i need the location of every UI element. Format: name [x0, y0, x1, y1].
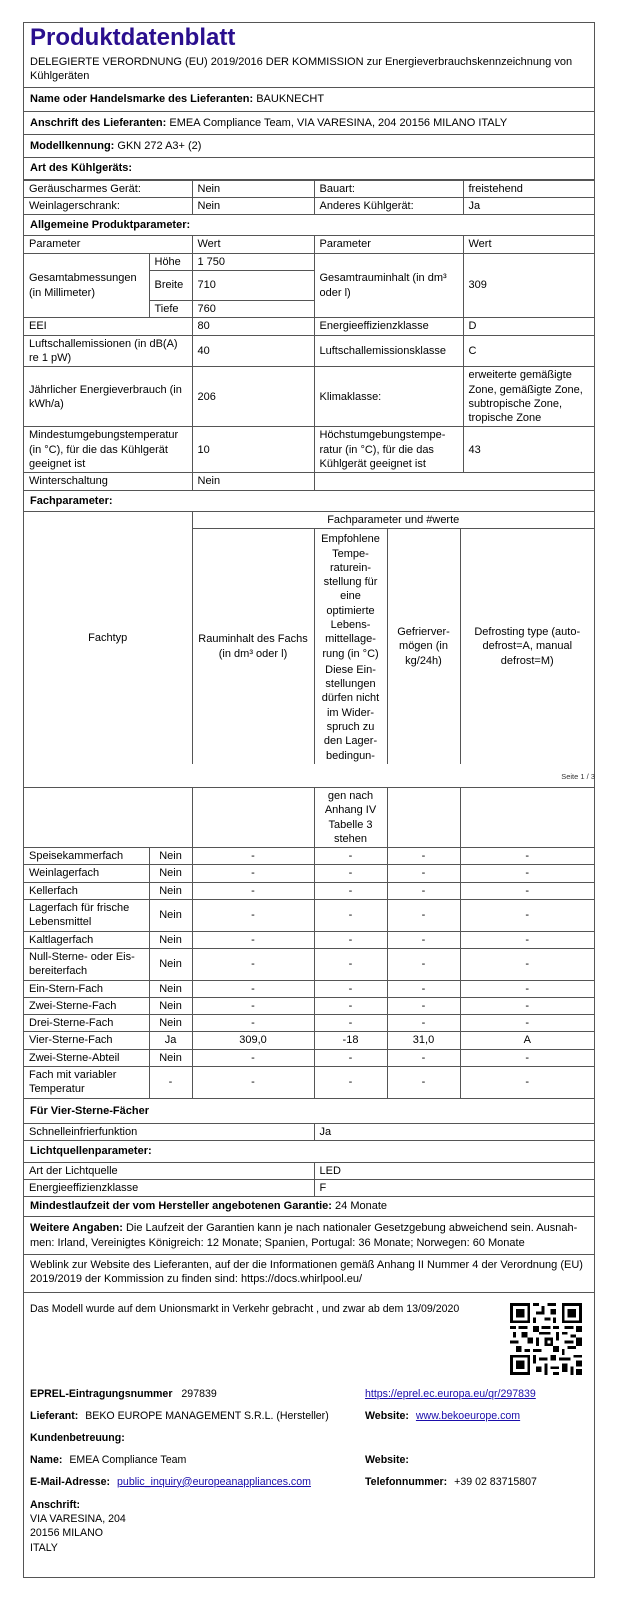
compartment-defrost-header: Defrosting type (auto-defrost=A, manual defrost=M) [460, 529, 594, 764]
compartment-volume: - [192, 1049, 314, 1066]
compartment-name: Speisekammerfach [24, 848, 149, 865]
support-address [30, 1498, 126, 1555]
compartment-row [24, 948, 594, 980]
compartment-temp: - [314, 997, 387, 1014]
support-phone-label: Telefonnummer: [365, 1475, 448, 1488]
other-label: Anderes Kühlgerät: [314, 197, 463, 214]
table-row [24, 788, 594, 848]
temp-header-continued: gen nach Anhang IV Tabelle 3 stehen [314, 788, 387, 848]
empty-cell [387, 788, 460, 848]
empty-cell [460, 788, 594, 848]
empty-cell [314, 473, 594, 490]
temp-header-part-b: Diese Einstellungen dürfen nicht im Widerspruch zu den Lagerbedingun- [321, 663, 380, 762]
compartment-present: Nein [149, 882, 192, 899]
compartment-temp-header [314, 529, 387, 764]
warranty-value: 24 Monate [335, 1200, 388, 1213]
compartment-freeze: - [387, 1049, 460, 1066]
height-label: Höhe [149, 253, 192, 270]
compartment-freeze: - [387, 931, 460, 948]
compartment-name: Drei-Sterne-Fach [24, 1015, 149, 1032]
compartment-name: Zwei-Sterne-Abteil [24, 1049, 149, 1066]
market-text: Das Modell wurde auf dem Unionsmarkt in Verkehr gebracht , und zwar ab dem 13/09/2020 [30, 1302, 460, 1315]
winter-label: Winterschaltung [24, 473, 192, 490]
compartment-defrost: - [460, 948, 594, 980]
support-name-value: EMEA Compliance Team [69, 1453, 187, 1466]
design-value: freistehend [463, 180, 594, 197]
light-class-value: F [314, 1179, 594, 1196]
address-value: EMEA Compliance Team, VIA VARESINA, 204 20156 MILANO ITALY [169, 116, 508, 129]
depth-value: 760 [192, 301, 314, 318]
table-row [24, 473, 594, 490]
compartment-name: Weinlagerfach [24, 865, 149, 882]
support-email-row [30, 1476, 311, 1490]
further-info-row [24, 1217, 594, 1255]
table-row [24, 367, 594, 427]
compartment-row [24, 1067, 594, 1099]
compartment-freeze: - [387, 848, 460, 865]
compartment-volume: - [192, 848, 314, 865]
table-row [24, 335, 594, 367]
compartment-present: Nein [149, 997, 192, 1014]
max-temp-value: 43 [463, 427, 594, 473]
compartment-defrost: - [460, 1049, 594, 1066]
compartment-volume-header: Rauminhalt des Fachs (in dm³ oder l) [192, 529, 314, 764]
table-row [24, 427, 594, 473]
compartment-freeze: - [387, 980, 460, 997]
lieferant-label: Lieferant: [30, 1409, 79, 1422]
energy-class-value: D [463, 318, 594, 335]
four-star-heading: Für Vier-Sterne-Fächer [24, 1099, 594, 1124]
compartment-volume: - [192, 948, 314, 980]
compartment-row [24, 997, 594, 1014]
max-temp-label: Höchstumgebungstemperatur (in °C), für die das Kühlgerät geeignet ist [314, 427, 463, 473]
lieferant-row [30, 1410, 329, 1424]
compartment-freeze: 31,0 [387, 1032, 460, 1049]
compartment-volume: - [192, 997, 314, 1014]
compartment-row [24, 1049, 594, 1066]
compartment-group-header: Fachparameter und #werte [192, 512, 594, 529]
compartment-present: Nein [149, 948, 192, 980]
support-address-line: ITALY [30, 1541, 58, 1554]
eprel-link[interactable]: https://eprel.ec.europa.eu/qr/297839 [365, 1387, 536, 1400]
compartment-freeze: - [387, 900, 460, 932]
lieferant-web-label: Website: [365, 1409, 409, 1422]
value-header: Wert [463, 236, 594, 253]
compartment-present: Nein [149, 1015, 192, 1032]
empty-cell [192, 788, 314, 848]
page-title: Produktdatenblatt [30, 24, 236, 51]
empty-cell [24, 788, 192, 848]
support-name-row [30, 1454, 186, 1468]
table-row [24, 512, 594, 529]
design-label: Bauart: [314, 180, 463, 197]
supplier-value: BAUKNECHT [256, 93, 325, 106]
winter-value: Nein [192, 473, 314, 490]
compartment-name: Null-Sterne- oder Eisbereiterfach [24, 948, 149, 980]
compartment-name: Kellerfach [24, 882, 149, 899]
light-class-label: Energieeffizienzklasse [24, 1179, 314, 1196]
type-heading: Art des Kühlgeräts: [24, 158, 594, 179]
compartment-present: Ja [149, 1032, 192, 1049]
compartment-temp: - [314, 931, 387, 948]
table-row [24, 1124, 594, 1141]
compartment-row [24, 1032, 594, 1049]
support-address-line: VIA VARESINA, 204 [30, 1512, 126, 1525]
compartment-defrost: - [460, 848, 594, 865]
eei-label: EEI [24, 318, 192, 335]
volume-value: 309 [463, 253, 594, 318]
noise-label: Luftschallemissionen (in dB(A) re 1 pW) [24, 335, 192, 367]
compartment-table [24, 788, 594, 1099]
compartment-defrost: - [460, 1067, 594, 1099]
compartment-name: Vier-Sterne-Fach [24, 1032, 149, 1049]
min-temp-label: Mindestumgebungstemperatur (in °C), für die das Kühlgerät geeignet ist [24, 427, 192, 473]
support-heading: Kundenbetreuung: [30, 1431, 125, 1444]
compartment-present: Nein [149, 900, 192, 932]
table-row [24, 318, 594, 335]
warranty-row [24, 1197, 594, 1217]
compartment-heading: Fachparameter: [24, 491, 594, 512]
compartment-defrost: - [460, 882, 594, 899]
compartment-defrost: - [460, 1015, 594, 1032]
page-two [23, 787, 595, 1578]
compartment-name: Lagerfach für frische Lebensmittel [24, 900, 149, 932]
noise-value: 40 [192, 335, 314, 367]
compartment-defrost: - [460, 865, 594, 882]
support-name-label: Name: [30, 1453, 63, 1466]
compartment-temp: - [314, 900, 387, 932]
table-row [24, 1179, 594, 1196]
compartment-temp: - [314, 1067, 387, 1099]
compartment-freeze: - [387, 865, 460, 882]
table-row [24, 253, 594, 270]
eprel-label: EPREL-Eintragungsnummer [30, 1387, 173, 1400]
wine-value: Nein [192, 197, 314, 214]
support-address-label: Anschrift: [30, 1498, 81, 1511]
compartment-freeze: - [387, 997, 460, 1014]
compartment-freeze: - [387, 1015, 460, 1032]
compartment-volume: - [192, 1015, 314, 1032]
compartment-present: Nein [149, 865, 192, 882]
compartment-name: Fach mit variabler Temperatur [24, 1067, 149, 1099]
compartment-row [24, 1015, 594, 1032]
support-email-label: E-Mail-Adresse: [30, 1475, 111, 1488]
compartment-defrost: A [460, 1032, 594, 1049]
compartment-defrost: - [460, 900, 594, 932]
width-label: Breite [149, 271, 192, 301]
compartment-present: - [149, 1067, 192, 1099]
width-value: 710 [192, 271, 314, 301]
other-value: Ja [463, 197, 594, 214]
type-table [24, 180, 594, 216]
further-info-label: Weitere Angaben: [30, 1222, 123, 1235]
further-info-value: Die Laufzeit der Garantien kann je nach nationaler Gesetzgebung abweichend sein. Ausnahmen: Irland, Vereinigtes Königreich: 12 Monate; Spanien, Portugal: 36 Monate; Norwegen: 60 Monate [30, 1222, 578, 1249]
compartment-volume: - [192, 882, 314, 899]
compartment-defrost: - [460, 997, 594, 1014]
warranty-label: Mindestlaufzeit der vom Hersteller angebotenen Garantie: [30, 1200, 332, 1213]
depth-label: Tiefe [149, 301, 192, 318]
page-one [23, 22, 595, 787]
table-row [24, 197, 594, 214]
compartment-freeze: - [387, 882, 460, 899]
support-web-label: Website: [365, 1453, 409, 1466]
table-row [24, 180, 594, 197]
compartment-present: Nein [149, 931, 192, 948]
compartment-temp: -18 [314, 1032, 387, 1049]
compartment-volume: - [192, 865, 314, 882]
general-heading: Allgemeine Produktparameter: [24, 215, 594, 236]
table-row [24, 236, 594, 253]
compartment-volume: - [192, 931, 314, 948]
compartment-name: Zwei-Sterne-Fach [24, 997, 149, 1014]
support-address-line: 20156 MILANO [30, 1527, 104, 1540]
compartment-defrost: - [460, 980, 594, 997]
annual-energy-label: Jährlicher Energieverbrauch (in kWh/a) [24, 367, 192, 427]
compartment-name: Ein-Stern-Fach [24, 980, 149, 997]
page-footer: Seite 1 / 3 [561, 772, 595, 781]
quiet-label: Geräuscharmes Gerät: [24, 180, 192, 197]
regulation-intro: DELEGIERTE VERORDNUNG (EU) 2019/2016 DER KOMMISSION zur Energieverbrauchskennzeichnung von Kühlgeräten [24, 53, 594, 89]
supplier-label: Name oder Handelsmarke des Lieferanten: [30, 93, 254, 106]
compartment-present: Nein [149, 848, 192, 865]
compartment-temp: - [314, 865, 387, 882]
compartment-freeze: - [387, 1067, 460, 1099]
model-label: Modellkennung: [30, 139, 115, 152]
noise-class-value: C [463, 335, 594, 367]
compartment-defrost: - [460, 931, 594, 948]
address-label: Anschrift des Lieferanten: [30, 116, 167, 129]
compartment-present: Nein [149, 1049, 192, 1066]
min-temp-value: 10 [192, 427, 314, 473]
model-row [24, 135, 594, 158]
compartment-volume: - [192, 1067, 314, 1099]
lieferant-web-row [365, 1410, 520, 1424]
compartment-row [24, 882, 594, 899]
supplier-row [24, 88, 594, 111]
compartment-volume: - [192, 980, 314, 997]
light-heading: Lichtquellenparameter: [24, 1141, 594, 1162]
light-type-label: Art der Lichtquelle [24, 1163, 314, 1180]
annual-energy-value: 206 [192, 367, 314, 427]
param-header: Parameter [24, 236, 192, 253]
climate-label: Klimaklasse: [314, 367, 463, 427]
compartment-freeze: - [387, 948, 460, 980]
light-table [24, 1163, 594, 1198]
noise-class-label: Luftschallemissionsklasse [314, 335, 463, 367]
wine-label: Weinlagerschrank: [24, 197, 192, 214]
quiet-value: Nein [192, 180, 314, 197]
eprel-value: 297839 [181, 1387, 217, 1400]
value-header: Wert [192, 236, 314, 253]
quickfreeze-label: Schnelleinfrierfunktion [24, 1124, 314, 1141]
compartment-volume: 309,0 [192, 1032, 314, 1049]
compartment-temp: - [314, 980, 387, 997]
compartment-volume: - [192, 900, 314, 932]
compartment-row [24, 980, 594, 997]
support-email-link[interactable]: public_inquiry@europeanappliances.com [117, 1475, 311, 1488]
eei-value: 80 [192, 318, 314, 335]
support-phone-value: +39 02 83715807 [454, 1475, 537, 1488]
weblink-row: Weblink zur Website des Lieferanten, auf der die Informationen gemäß Anhang II Nummer 4 der Verordnung (EU) 2019/2019 der Kommission zu finden sind: https://docs.whirlpool.eu/ [24, 1255, 594, 1293]
qr-code-icon [510, 1303, 582, 1375]
quickfreeze-table [24, 1124, 594, 1141]
compartment-temp: - [314, 1049, 387, 1066]
compartment-name: Kaltlagerfach [24, 931, 149, 948]
compartment-temp: - [314, 882, 387, 899]
model-value: GKN 272 A3+ (2) [117, 139, 202, 152]
compartment-row [24, 865, 594, 882]
compartment-temp: - [314, 1015, 387, 1032]
light-type-value: LED [314, 1163, 594, 1180]
table-row [24, 1163, 594, 1180]
compartment-freeze-header: Gefriervermögen (in kg/24h) [387, 529, 460, 764]
compartment-temp: - [314, 948, 387, 980]
address-row [24, 112, 594, 135]
lieferant-web-link[interactable]: www.bekoeurope.com [415, 1409, 521, 1422]
compartment-present: Nein [149, 980, 192, 997]
climate-value: erweiterte gemäßigte Zone, gemäßigte Zone, subtropische Zone, tropische Zone [463, 367, 594, 427]
lieferant-value: BEKO EUROPE MANAGEMENT S.R.L. (Hersteller) [85, 1409, 329, 1422]
quickfreeze-value: Ja [314, 1124, 594, 1141]
dimensions-label: Gesamtabmessungen (in Millimeter) [24, 253, 149, 318]
compartment-row [24, 900, 594, 932]
temp-header-part-a: Empfohlene Temperatureinstellung für eine optimierte Lebensmittellagerung (in °C) [321, 533, 380, 660]
compartment-header-table [24, 512, 594, 764]
height-value: 1 750 [192, 253, 314, 270]
lower-section [24, 1293, 594, 1563]
volume-label: Gesamtrauminhalt (in dm³ oder l) [314, 253, 463, 318]
compartment-row [24, 848, 594, 865]
support-phone-row [365, 1476, 537, 1490]
param-header: Parameter [314, 236, 463, 253]
energy-class-label: Energieeffizienzklasse [314, 318, 463, 335]
general-table [24, 236, 594, 490]
compartment-temp: - [314, 848, 387, 865]
eprel-row [30, 1388, 217, 1402]
compartment-row [24, 931, 594, 948]
compartment-type-header: Fachtyp [24, 512, 192, 764]
